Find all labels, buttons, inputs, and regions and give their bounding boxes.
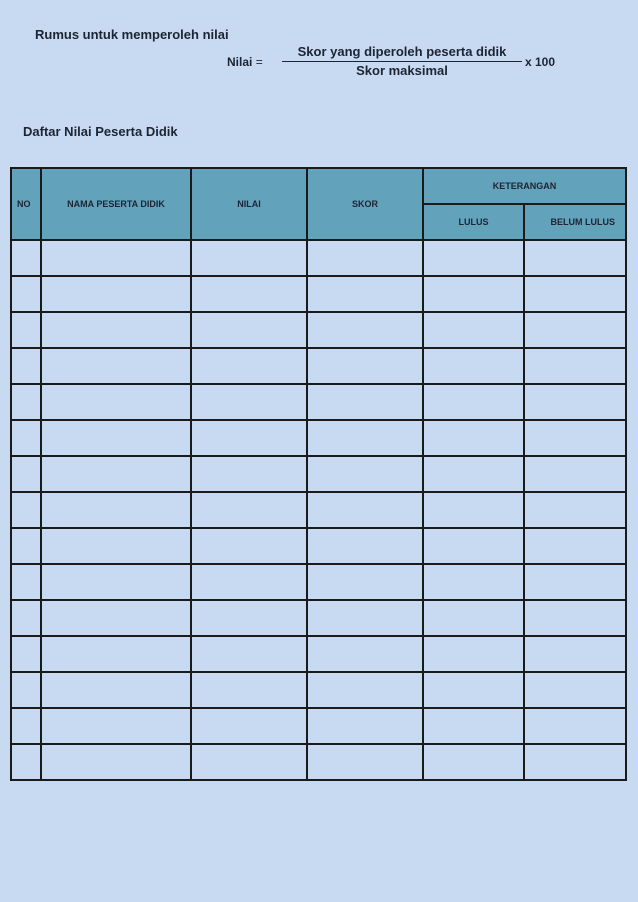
cell-skor[interactable]: [307, 564, 423, 600]
cell-nama[interactable]: [41, 744, 191, 780]
cell-belum-lulus[interactable]: [524, 744, 626, 780]
grade-table: [10, 167, 627, 781]
table-row: [11, 744, 626, 780]
cell-lulus[interactable]: [423, 492, 524, 528]
cell-lulus[interactable]: [423, 384, 524, 420]
cell-belum-lulus[interactable]: [524, 672, 626, 708]
table-row: [11, 636, 626, 672]
cell-skor[interactable]: [307, 348, 423, 384]
cell-belum-lulus[interactable]: [524, 708, 626, 744]
cell-nama[interactable]: [41, 708, 191, 744]
cell-nilai[interactable]: [191, 636, 307, 672]
cell-no[interactable]: [11, 420, 41, 456]
formula-lhs-label: Nilai: [227, 55, 253, 69]
grade-table-body: [11, 240, 626, 780]
cell-nama[interactable]: [41, 240, 191, 276]
table-row: [11, 240, 626, 276]
header-nama: NAMA PESERTA DIDIK: [41, 168, 191, 240]
cell-belum-lulus[interactable]: [524, 240, 626, 276]
cell-skor[interactable]: [307, 492, 423, 528]
cell-nama[interactable]: [41, 420, 191, 456]
cell-nilai[interactable]: [191, 420, 307, 456]
cell-lulus[interactable]: [423, 456, 524, 492]
cell-belum-lulus[interactable]: [524, 600, 626, 636]
header-skor: SKOR: [307, 168, 423, 240]
table-row: [11, 456, 626, 492]
cell-nama[interactable]: [41, 456, 191, 492]
cell-nilai[interactable]: [191, 492, 307, 528]
cell-no[interactable]: [11, 672, 41, 708]
formula-fraction: [282, 44, 522, 78]
header-belum-lulus: BELUM LULUS: [524, 204, 626, 240]
cell-belum-lulus[interactable]: [524, 492, 626, 528]
cell-nilai[interactable]: [191, 744, 307, 780]
table-row: [11, 708, 626, 744]
cell-belum-lulus[interactable]: [524, 636, 626, 672]
table-row: [11, 528, 626, 564]
cell-nilai[interactable]: [191, 276, 307, 312]
cell-nama[interactable]: [41, 528, 191, 564]
table-title: Daftar Nilai Peserta Didik: [23, 124, 178, 139]
cell-skor[interactable]: [307, 708, 423, 744]
cell-skor[interactable]: [307, 276, 423, 312]
cell-belum-lulus[interactable]: [524, 420, 626, 456]
table-row: [11, 564, 626, 600]
table-row: [11, 492, 626, 528]
table-row: [11, 672, 626, 708]
cell-belum-lulus[interactable]: [524, 528, 626, 564]
table-row: [11, 384, 626, 420]
cell-lulus[interactable]: [423, 348, 524, 384]
cell-nama[interactable]: [41, 312, 191, 348]
cell-belum-lulus[interactable]: [524, 276, 626, 312]
formula-equals-sign: =: [255, 55, 263, 69]
table-row: [11, 348, 626, 384]
cell-belum-lulus[interactable]: [524, 312, 626, 348]
cell-no[interactable]: [11, 744, 41, 780]
cell-skor[interactable]: [307, 240, 423, 276]
cell-lulus[interactable]: [423, 528, 524, 564]
cell-skor[interactable]: [307, 744, 423, 780]
table-row: [11, 420, 626, 456]
cell-no[interactable]: [11, 276, 41, 312]
cell-no[interactable]: [11, 240, 41, 276]
header-nilai: NILAI: [191, 168, 307, 240]
cell-skor[interactable]: [307, 528, 423, 564]
cell-skor[interactable]: [307, 636, 423, 672]
cell-no[interactable]: [11, 636, 41, 672]
cell-nama[interactable]: [41, 672, 191, 708]
cell-lulus[interactable]: [423, 276, 524, 312]
cell-nilai[interactable]: [191, 600, 307, 636]
cell-no[interactable]: [11, 600, 41, 636]
formula-multiplier: x 100: [525, 55, 556, 69]
cell-nama[interactable]: [41, 636, 191, 672]
cell-nilai[interactable]: [191, 384, 307, 420]
cell-nama[interactable]: [41, 564, 191, 600]
formula-numerator: Skor yang diperoleh peserta didik: [282, 44, 522, 62]
cell-nama[interactable]: [41, 276, 191, 312]
cell-no[interactable]: [11, 348, 41, 384]
cell-belum-lulus[interactable]: [524, 564, 626, 600]
table-row: [11, 600, 626, 636]
cell-lulus[interactable]: [423, 708, 524, 744]
cell-nilai[interactable]: [191, 528, 307, 564]
cell-belum-lulus[interactable]: [524, 384, 626, 420]
formula-heading: Rumus untuk memperoleh nilai: [35, 27, 229, 42]
cell-no[interactable]: [11, 312, 41, 348]
cell-lulus[interactable]: [423, 744, 524, 780]
cell-no[interactable]: [11, 492, 41, 528]
cell-lulus[interactable]: [423, 636, 524, 672]
cell-no[interactable]: [11, 528, 41, 564]
table-row: [11, 276, 626, 312]
cell-lulus[interactable]: [423, 240, 524, 276]
cell-nama[interactable]: [41, 492, 191, 528]
cell-skor[interactable]: [307, 384, 423, 420]
cell-belum-lulus[interactable]: [524, 348, 626, 384]
header-keterangan: KETERANGAN: [423, 168, 626, 204]
cell-nilai[interactable]: [191, 672, 307, 708]
grade-formula: [227, 44, 567, 84]
cell-nama[interactable]: [41, 348, 191, 384]
cell-nilai[interactable]: [191, 348, 307, 384]
cell-lulus[interactable]: [423, 312, 524, 348]
cell-no[interactable]: [11, 708, 41, 744]
cell-nama[interactable]: [41, 384, 191, 420]
cell-skor[interactable]: [307, 456, 423, 492]
formula-denominator: Skor maksimal: [356, 63, 448, 78]
cell-no[interactable]: [11, 384, 41, 420]
cell-skor[interactable]: [307, 672, 423, 708]
cell-nilai[interactable]: [191, 312, 307, 348]
formula-lhs: [227, 55, 263, 69]
cell-nilai[interactable]: [191, 564, 307, 600]
cell-skor[interactable]: [307, 420, 423, 456]
cell-skor[interactable]: [307, 600, 423, 636]
cell-lulus[interactable]: [423, 600, 524, 636]
cell-no[interactable]: [11, 456, 41, 492]
cell-nilai[interactable]: [191, 708, 307, 744]
cell-belum-lulus[interactable]: [524, 456, 626, 492]
table-row: [11, 312, 626, 348]
cell-nilai[interactable]: [191, 240, 307, 276]
cell-lulus[interactable]: [423, 564, 524, 600]
header-row: [11, 168, 626, 204]
cell-no[interactable]: [11, 564, 41, 600]
cell-nama[interactable]: [41, 600, 191, 636]
header-no: NO: [11, 168, 41, 240]
cell-nilai[interactable]: [191, 456, 307, 492]
cell-skor[interactable]: [307, 312, 423, 348]
header-lulus: LULUS: [423, 204, 524, 240]
cell-lulus[interactable]: [423, 420, 524, 456]
cell-lulus[interactable]: [423, 672, 524, 708]
